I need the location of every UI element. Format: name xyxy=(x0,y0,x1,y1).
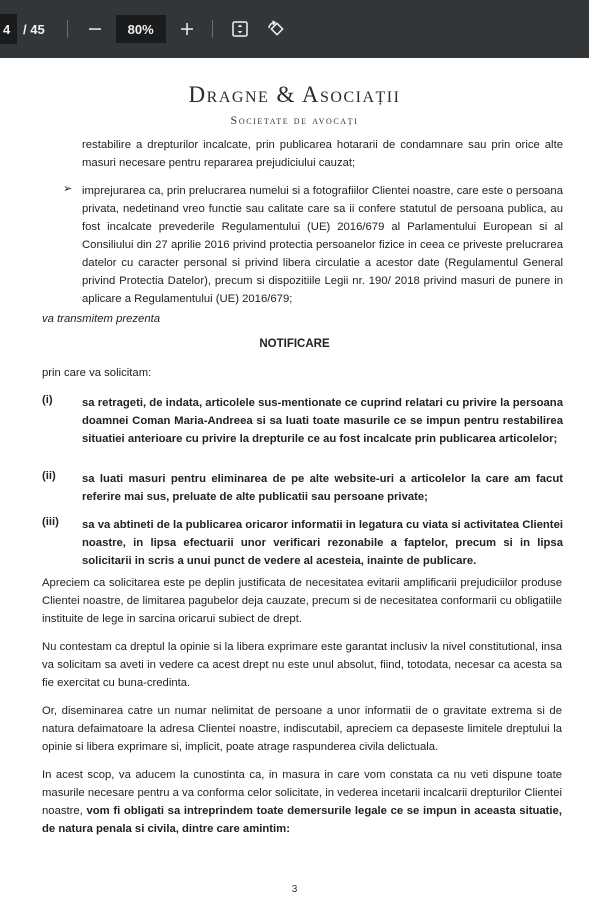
fit-page-button[interactable] xyxy=(227,16,253,42)
letterhead-title: Dragne & Asociații xyxy=(188,82,401,107)
document-page xyxy=(0,58,589,914)
list-item-number: (iii) xyxy=(42,516,59,528)
notification-heading: NOTIFICARE xyxy=(259,338,330,350)
page-number: 3 xyxy=(291,884,298,895)
letterhead-subtitle: Societate de avocați xyxy=(230,113,359,127)
plus-icon xyxy=(180,22,194,36)
list-item: sa va abtineti de la publicarea oricaror informatii in legatura cu viata si activitatea Clientei noastre, in lipsa efectuarii unor verificari rezonabile a faptelor, precum si in lipsa solicitarii in scris a unui punct de vedere al acesteia, inainte de publicare. xyxy=(82,519,563,567)
zoom-out-button[interactable] xyxy=(82,16,108,42)
transmit-line: va transmitem prezenta xyxy=(42,313,161,325)
page-total: / 45 xyxy=(23,21,45,37)
list-item: sa retrageti, de indata, articolele sus-mentionate ce cuprind relatari cu privire la persoana doamnei Coman Maria-Andreea si sa luati toate masurile ce se impun pentru restabilirea situatiei anterioare cu privire la drepturile ce au fost incalcate prin publicarea articolelor; xyxy=(82,397,563,445)
list-item-number: (ii) xyxy=(42,470,56,482)
zoom-level-input[interactable] xyxy=(116,15,166,43)
bullet-continuation: restabilire a drepturilor incalcate, prin publicarea hotararii de condamnare sau prin orice alte masuri necesare pentru repararea prejudiciului cauzat; xyxy=(82,139,563,169)
zoom-in-button[interactable] xyxy=(174,16,200,42)
paragraph-free-speech: Nu contestam ca dreptul la opinie si la libera exprimare este garantat inclusiv la nivel constitutional, insa va solicitam sa aveti in vedere ca acest drept nu este unul absolut, fiind, totodata, necesar ca acesta sa fie exercitat cu buna-credinta. xyxy=(42,641,562,689)
rotate-icon xyxy=(266,19,286,39)
current-page: 4 xyxy=(3,21,11,37)
toolbar-divider xyxy=(212,20,213,38)
paragraph-legal-action-bold: vom fi obligati sa intreprindem toate demersurile legale ce se impun in aceasta situatie, de natura penala si civila, dintre care amintim: xyxy=(42,805,562,835)
paragraph-justification: Apreciem ca solicitarea este pe deplin justificata de necesitatea evitarii amplificarii prejudiciilor produse Clientei noastre, de limitarea pagubelor deja cauzate, precum si de necesitatea conformarii cu obligatiile instituite de lege in sarcina oricarui subiect de drept. xyxy=(42,577,562,625)
request-intro: prin care va solicitam: xyxy=(42,367,152,379)
toolbar-divider xyxy=(67,20,68,38)
minus-icon xyxy=(88,22,102,36)
paragraph-defamation: Or, diseminarea catre un numar nelimitat de persoane a unor informatii de o gravitate extrema si de natura defaimatoare la adresa Clientei noastre, indiscutabil, apreciem ca depaseste limitele dreptului la opinie si libera exprimare si, implicit, poate atrage raspunderea civila delictuala. xyxy=(42,705,562,753)
fit-to-page-icon xyxy=(231,20,249,38)
list-item: sa luati masuri pentru eliminarea de pe alte website-uri a articolelor la care am facut referire mai sus, preluate de alte publicatii sau persoane private; xyxy=(82,473,563,503)
paragraph-legal-action xyxy=(42,766,562,838)
rotate-button[interactable] xyxy=(263,16,289,42)
zoom-value: 80% xyxy=(127,21,154,37)
pdf-toolbar xyxy=(0,0,589,58)
bullet-gdpr: imprejurarea ca, prin prelucrarea numelui si a fotografiilor Clientei noastre, care este o persoana privata, nedetinand vreo functie sau calitate care sa ii confere statutul de persoana publica, au fost incalcate prevederile Regulamentului (UE) 2016/679 al Parlamentului European si al Consiliului din 27 aprilie 2016 privind protectia persoanelor fizice in ceea ce priveste prelucrarea datelor cu caracter personal si privind libera circulatie a acestor date (Regulamentul General privind Protectia Datelor), precum si dispozitiile Legii nr. 190/ 2018 privind masuri de punere in aplicare a Regulamentului (UE) 2016/679; xyxy=(82,185,563,305)
paragraph-legal-action-text: In acest scop, va aducem la cunostinta ca, in masura in care vom constata ca nu veti dispune toate masurile necesare pentru a va conforma celor solicitate, in vederea incetarii incalcarii drepturilor Clientei noastre, xyxy=(42,769,562,817)
list-item-number: (i) xyxy=(42,394,53,406)
arrow-bullet-icon: ➢ xyxy=(63,183,73,195)
page-number-input[interactable] xyxy=(0,14,17,44)
